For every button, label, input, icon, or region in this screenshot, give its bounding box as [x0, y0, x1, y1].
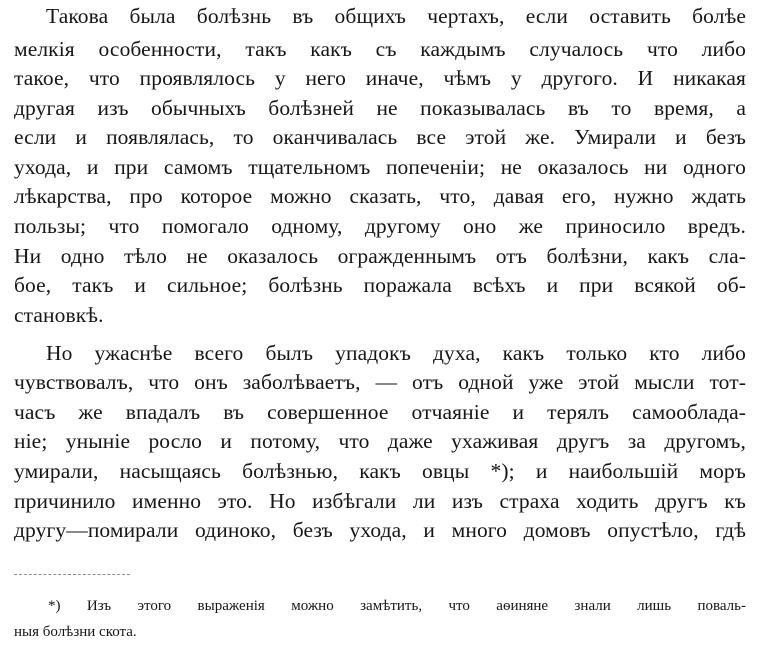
- text-line: пользы; что помогало одному, другому оно же приносило вредъ.: [14, 214, 746, 238]
- text-line: причинило именно это. Но избѣгали ли изъ страха ходить другъ къ: [14, 489, 746, 513]
- text-line: Но ужаснѣе всего былъ упадокъ духа, какъ только кто либо: [46, 341, 746, 365]
- text-line: лѣкарства, про которое можно сказать, что, давая его, нужно ждать: [14, 184, 746, 208]
- text-line: умирали, насыщаясь болѣзнью, какъ овцы *); и наибольшій моръ: [14, 459, 746, 483]
- text-line: если и появлялась, то оканчивалась все этой же. Умирали и безъ: [14, 125, 746, 149]
- footnote-separator: [14, 574, 130, 575]
- footnote-line: *) Изъ этого выраженія можно замѣтить, что аѳиняне знали лишь поваль-: [48, 598, 746, 614]
- text-line: мелкія особенности, такъ какъ съ каждымъ случалось что либо: [14, 37, 746, 61]
- text-line: бое, такъ и сильное; болѣзнь поражала всѣхъ и при всякой об-: [14, 273, 746, 297]
- text-line: Ни одно тѣло не оказалось огражденнымъ отъ болѣзни, какъ сла-: [14, 244, 746, 268]
- text-line: часъ же впадалъ въ совершенное отчаяніе и терялъ самооблада-: [14, 400, 746, 424]
- text-line: другая изъ обычныхъ болѣзней не показывалась въ то время, а: [14, 96, 746, 120]
- text-line: чувствовалъ, что онъ заболѣваетъ, — отъ одной уже этой мысли тот-: [14, 370, 746, 394]
- text-line: Такова была болѣзнь въ общихъ чертахъ, если оставить болѣе: [46, 4, 746, 28]
- text-line: другу—помирали одиноко, безъ ухода, и много домовъ опустѣло, гдѣ: [14, 518, 746, 542]
- footnote-line: ныя болѣзни скота.: [14, 624, 137, 640]
- text-line: такое, что проявлялось у него иначе, чѣмъ у другого. И никакая: [14, 66, 746, 90]
- text-line: ухода, и при самомъ тщательномъ попеченіи; не оказалось ни одного: [14, 155, 746, 179]
- text-line: становкѣ.: [14, 303, 104, 327]
- text-line: ніе; уныніе росло и потому, что даже ухаживая другъ за другомъ,: [14, 429, 746, 453]
